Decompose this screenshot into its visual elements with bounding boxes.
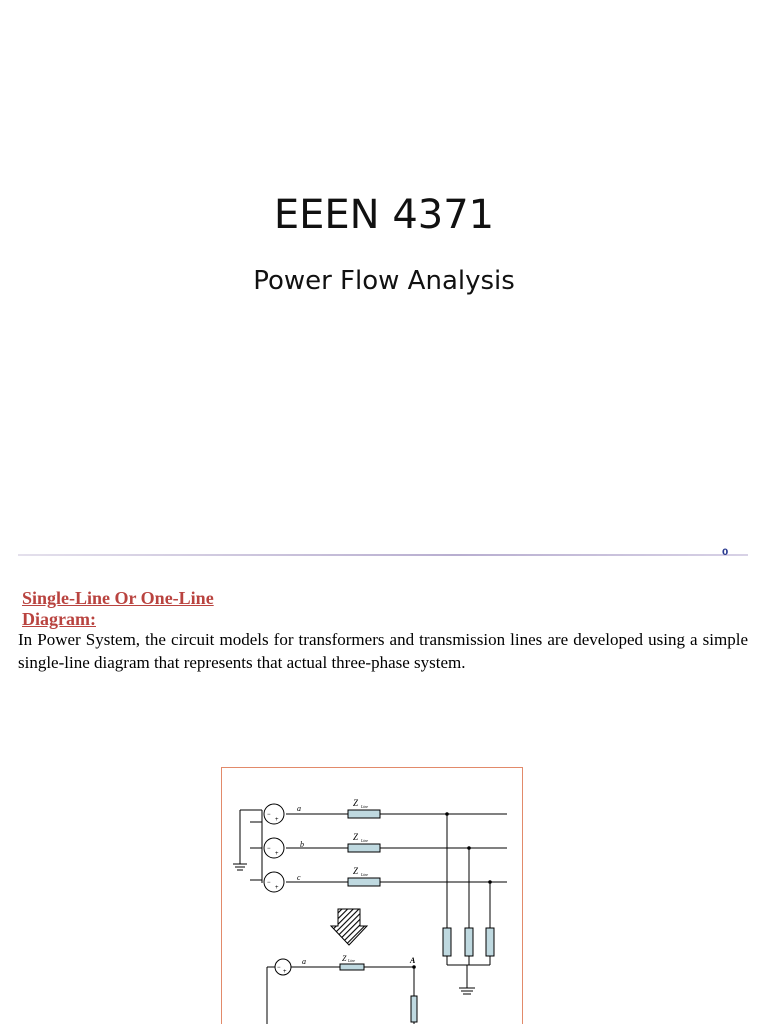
z-line-label-a: Z xyxy=(353,798,359,808)
phase-c-label: c xyxy=(297,873,301,882)
slide-title: EEEN 4371 xyxy=(273,192,495,238)
svg-text:−: − xyxy=(277,965,281,971)
svg-text:−: − xyxy=(267,846,271,852)
svg-text:+: + xyxy=(275,885,279,891)
svg-text:−: − xyxy=(267,880,271,886)
node-a-label: A xyxy=(410,956,416,965)
svg-text:−: − xyxy=(267,812,271,818)
z-line-subscript-single: Line xyxy=(348,958,356,963)
svg-text:+: + xyxy=(275,817,279,823)
z-line-subscript-c: Line xyxy=(361,872,369,877)
svg-text:+: + xyxy=(275,851,279,857)
section-heading: Single-Line Or One-Line Diagram: xyxy=(22,588,214,629)
z-line-label-b: Z xyxy=(353,832,359,842)
circuit-diagram xyxy=(221,767,523,1024)
z-line-subscript-b: Line xyxy=(361,838,369,843)
phase-a-label: a xyxy=(297,804,301,813)
z-line-label-c: Z xyxy=(353,866,359,876)
body-paragraph: In Power System, the circuit models for transformers and transmission lines are developed using a simple single-line diagram that represents that actual three-phase system. xyxy=(18,630,748,672)
svg-text:+: + xyxy=(283,969,287,975)
page-number: 0 xyxy=(722,548,729,558)
slide-divider xyxy=(18,554,748,556)
z-line-subscript-a: Line xyxy=(361,804,369,809)
transform-arrow-icon xyxy=(331,909,367,945)
z-line-label-single: Z xyxy=(342,954,347,963)
slide-subtitle: Power Flow Analysis xyxy=(253,266,515,296)
single-phase-label: a xyxy=(302,957,306,966)
phase-b-label: b xyxy=(300,840,304,849)
